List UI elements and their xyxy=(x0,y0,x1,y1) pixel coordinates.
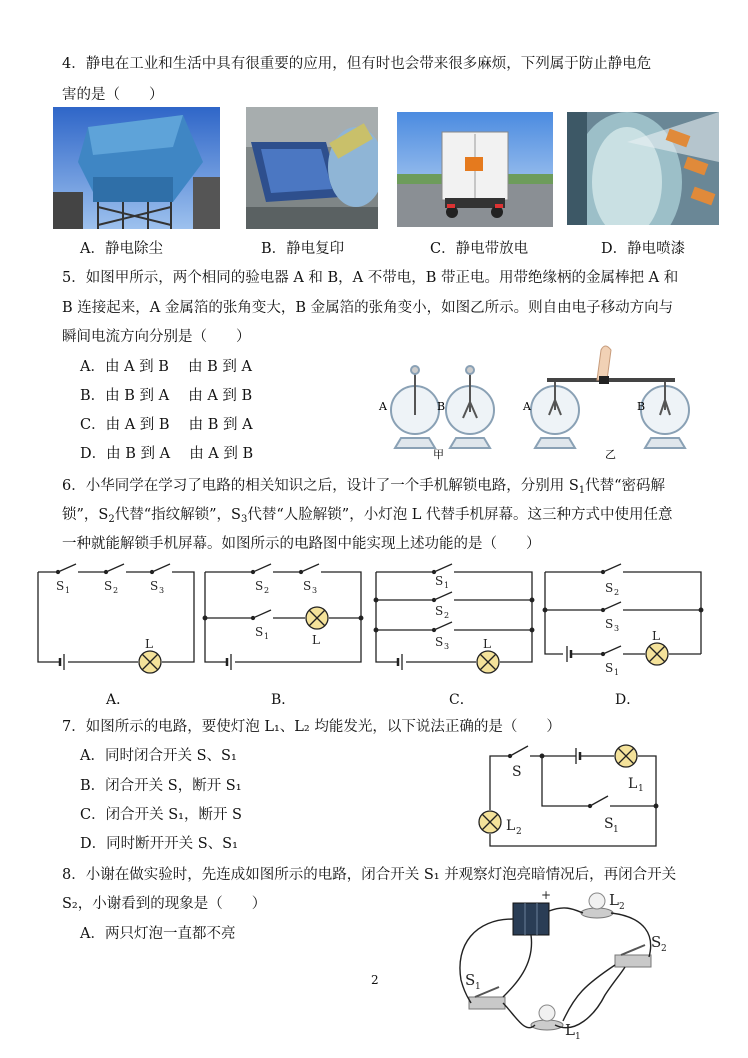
svg-text:S: S xyxy=(465,971,476,989)
svg-text:S: S xyxy=(512,764,522,780)
q7-stem: 7．如图所示的电路，要使灯泡 L₁、L₂ 均能发光，以下说法正确的是（ ） xyxy=(62,719,561,735)
label-b-jia: B xyxy=(437,400,446,413)
svg-text:2: 2 xyxy=(113,586,119,595)
label-yi: 乙 xyxy=(605,448,616,461)
q5-stem-line2: B 连接起来，A 金属箔的张角变大，B 金属箔的张角变小，如图乙所示。则自由电子移动方向与 xyxy=(62,300,674,316)
battery-pack xyxy=(513,888,551,935)
q6-stem-line3: 一种就能解锁手机屏幕。如图所示的电路图中能实现上述功能的是（ ） xyxy=(62,536,541,552)
q5-stem-line3: 瞬间电流方向分别是（ ） xyxy=(62,329,251,345)
svg-text:S: S xyxy=(255,625,264,639)
label-b-yi: B xyxy=(637,400,646,413)
photo-copier xyxy=(246,107,378,229)
hand xyxy=(597,346,611,380)
svg-text:L: L xyxy=(506,818,516,834)
q6-option-d[interactable]: D． xyxy=(615,692,641,708)
svg-text:L: L xyxy=(565,1021,575,1039)
q7-circuit-figure xyxy=(472,738,672,860)
circuit-c xyxy=(372,560,537,675)
electroscope-figure xyxy=(375,340,695,462)
svg-text:1: 1 xyxy=(475,982,481,992)
page-number: 2 xyxy=(371,973,379,987)
svg-text:1: 1 xyxy=(65,586,71,595)
q4-option-c[interactable]: C．静电带放电 xyxy=(430,241,529,257)
q7-option-d[interactable]: D．同时断开开关 S、S₁ xyxy=(80,836,238,852)
svg-text:1: 1 xyxy=(613,825,619,835)
svg-text:S: S xyxy=(651,933,662,951)
svg-text:S: S xyxy=(56,579,65,593)
circuit-a xyxy=(34,560,199,675)
svg-text:L: L xyxy=(312,633,320,647)
svg-text:3: 3 xyxy=(614,624,620,633)
svg-text:L: L xyxy=(628,776,638,792)
svg-text:S: S xyxy=(150,579,159,593)
q4-option-d[interactable]: D．静电喷漆 xyxy=(601,241,686,257)
svg-text:S: S xyxy=(303,579,312,593)
svg-text:1: 1 xyxy=(575,1032,581,1042)
q5-option-b[interactable]: B．由 B 到 A 由 A 到 B xyxy=(80,388,253,404)
photo-spray-paint xyxy=(567,112,719,225)
label-a-jia: A xyxy=(379,400,387,413)
q6-option-a[interactable]: A． xyxy=(106,692,131,708)
q6-option-b[interactable]: B． xyxy=(271,692,296,708)
q8-option-a[interactable]: A．两只灯泡一直都不亮 xyxy=(80,926,236,942)
svg-text:1: 1 xyxy=(264,632,270,641)
q4-stem-line1: 4．静电在工业和生活中具有很重要的应用，但有时也会带来很多麻烦，下列属于防止静电危 xyxy=(62,56,652,72)
q4-option-b[interactable]: B．静电复印 xyxy=(261,241,345,257)
svg-text:S: S xyxy=(255,579,264,593)
photo-truck xyxy=(397,112,553,227)
svg-text:L: L xyxy=(483,637,491,651)
electroscope-b-jia xyxy=(446,366,494,448)
q7-option-a[interactable]: A．同时闭合开关 S、S₁ xyxy=(80,748,237,764)
svg-text:S: S xyxy=(605,617,614,631)
label-a-yi: A xyxy=(523,400,531,413)
svg-text:L: L xyxy=(652,629,660,643)
q8-circuit-figure xyxy=(455,885,680,1057)
svg-text:2: 2 xyxy=(444,611,450,620)
q8-stem-line2: S₂，小谢看到的现象是（ ） xyxy=(62,896,267,912)
svg-text:3: 3 xyxy=(444,642,450,651)
svg-text:1: 1 xyxy=(614,668,620,675)
q6-stem-line2: 锁”，$S_2$代替“指纹解锁”，$S_3$代替“人脸解锁”，小灯泡 L 代替手机屏幕。这三种方式中使用任意 xyxy=(62,507,673,525)
q5-option-c[interactable]: C．由 A 到 B 由 B 到 A xyxy=(80,417,253,433)
svg-text:S: S xyxy=(435,635,444,649)
svg-text:S: S xyxy=(435,604,444,618)
electroscope-b-yi xyxy=(641,380,689,448)
q6-stem-line1: 6．小华同学在学习了电路的相关知识之后，设计了一个手机解锁电路，分别用 $S_1$代替“密码解 xyxy=(62,478,666,496)
photo-dust-removal xyxy=(53,107,220,229)
svg-text:+: + xyxy=(541,888,552,902)
circuit-d xyxy=(541,560,706,675)
svg-text:S: S xyxy=(604,816,614,832)
svg-text:L: L xyxy=(145,637,153,651)
svg-text:S: S xyxy=(104,579,113,593)
q5-option-d[interactable]: D．由 B 到 A 由 A 到 B xyxy=(80,446,254,462)
electroscope-a-jia xyxy=(391,366,439,448)
svg-text:1: 1 xyxy=(444,581,450,590)
circuit-b xyxy=(201,560,366,675)
q4-option-a[interactable]: A．静电除尘 xyxy=(80,241,163,257)
svg-text:S: S xyxy=(605,661,614,675)
svg-text:S: S xyxy=(605,581,614,595)
svg-text:2: 2 xyxy=(619,902,625,912)
svg-text:2: 2 xyxy=(264,586,270,595)
svg-text:2: 2 xyxy=(614,588,620,597)
svg-text:3: 3 xyxy=(159,586,165,595)
svg-text:S: S xyxy=(435,574,444,588)
q7-option-c[interactable]: C．闭合开关 S₁，断开 S xyxy=(80,807,242,823)
svg-text:L: L xyxy=(609,891,619,909)
svg-text:3: 3 xyxy=(312,586,318,595)
electroscope-a-yi xyxy=(531,380,579,448)
switch-s2 xyxy=(615,945,651,967)
svg-text:1: 1 xyxy=(638,784,644,794)
q8-stem-line1: 8．小谢在做实验时，先连成如图所示的电路，闭合开关 S₁ 并观察灯泡亮暗情况后，再闭合开关 xyxy=(62,867,677,883)
q6-option-c[interactable]: C． xyxy=(449,692,474,708)
q5-option-a[interactable]: A．由 A 到 B 由 B 到 A xyxy=(80,359,252,375)
svg-text:2: 2 xyxy=(516,827,522,837)
svg-text:2: 2 xyxy=(661,944,667,954)
q7-option-b[interactable]: B．闭合开关 S，断开 S₁ xyxy=(80,778,242,794)
q5-stem-line1: 5．如图甲所示，两个相同的验电器 A 和 B，A 不带电，B 带正电。用带绝缘柄的金属棒把 A 和 xyxy=(62,270,679,286)
q4-stem-line2: 害的是（ ） xyxy=(62,87,164,103)
label-jia: 甲 xyxy=(433,448,444,461)
